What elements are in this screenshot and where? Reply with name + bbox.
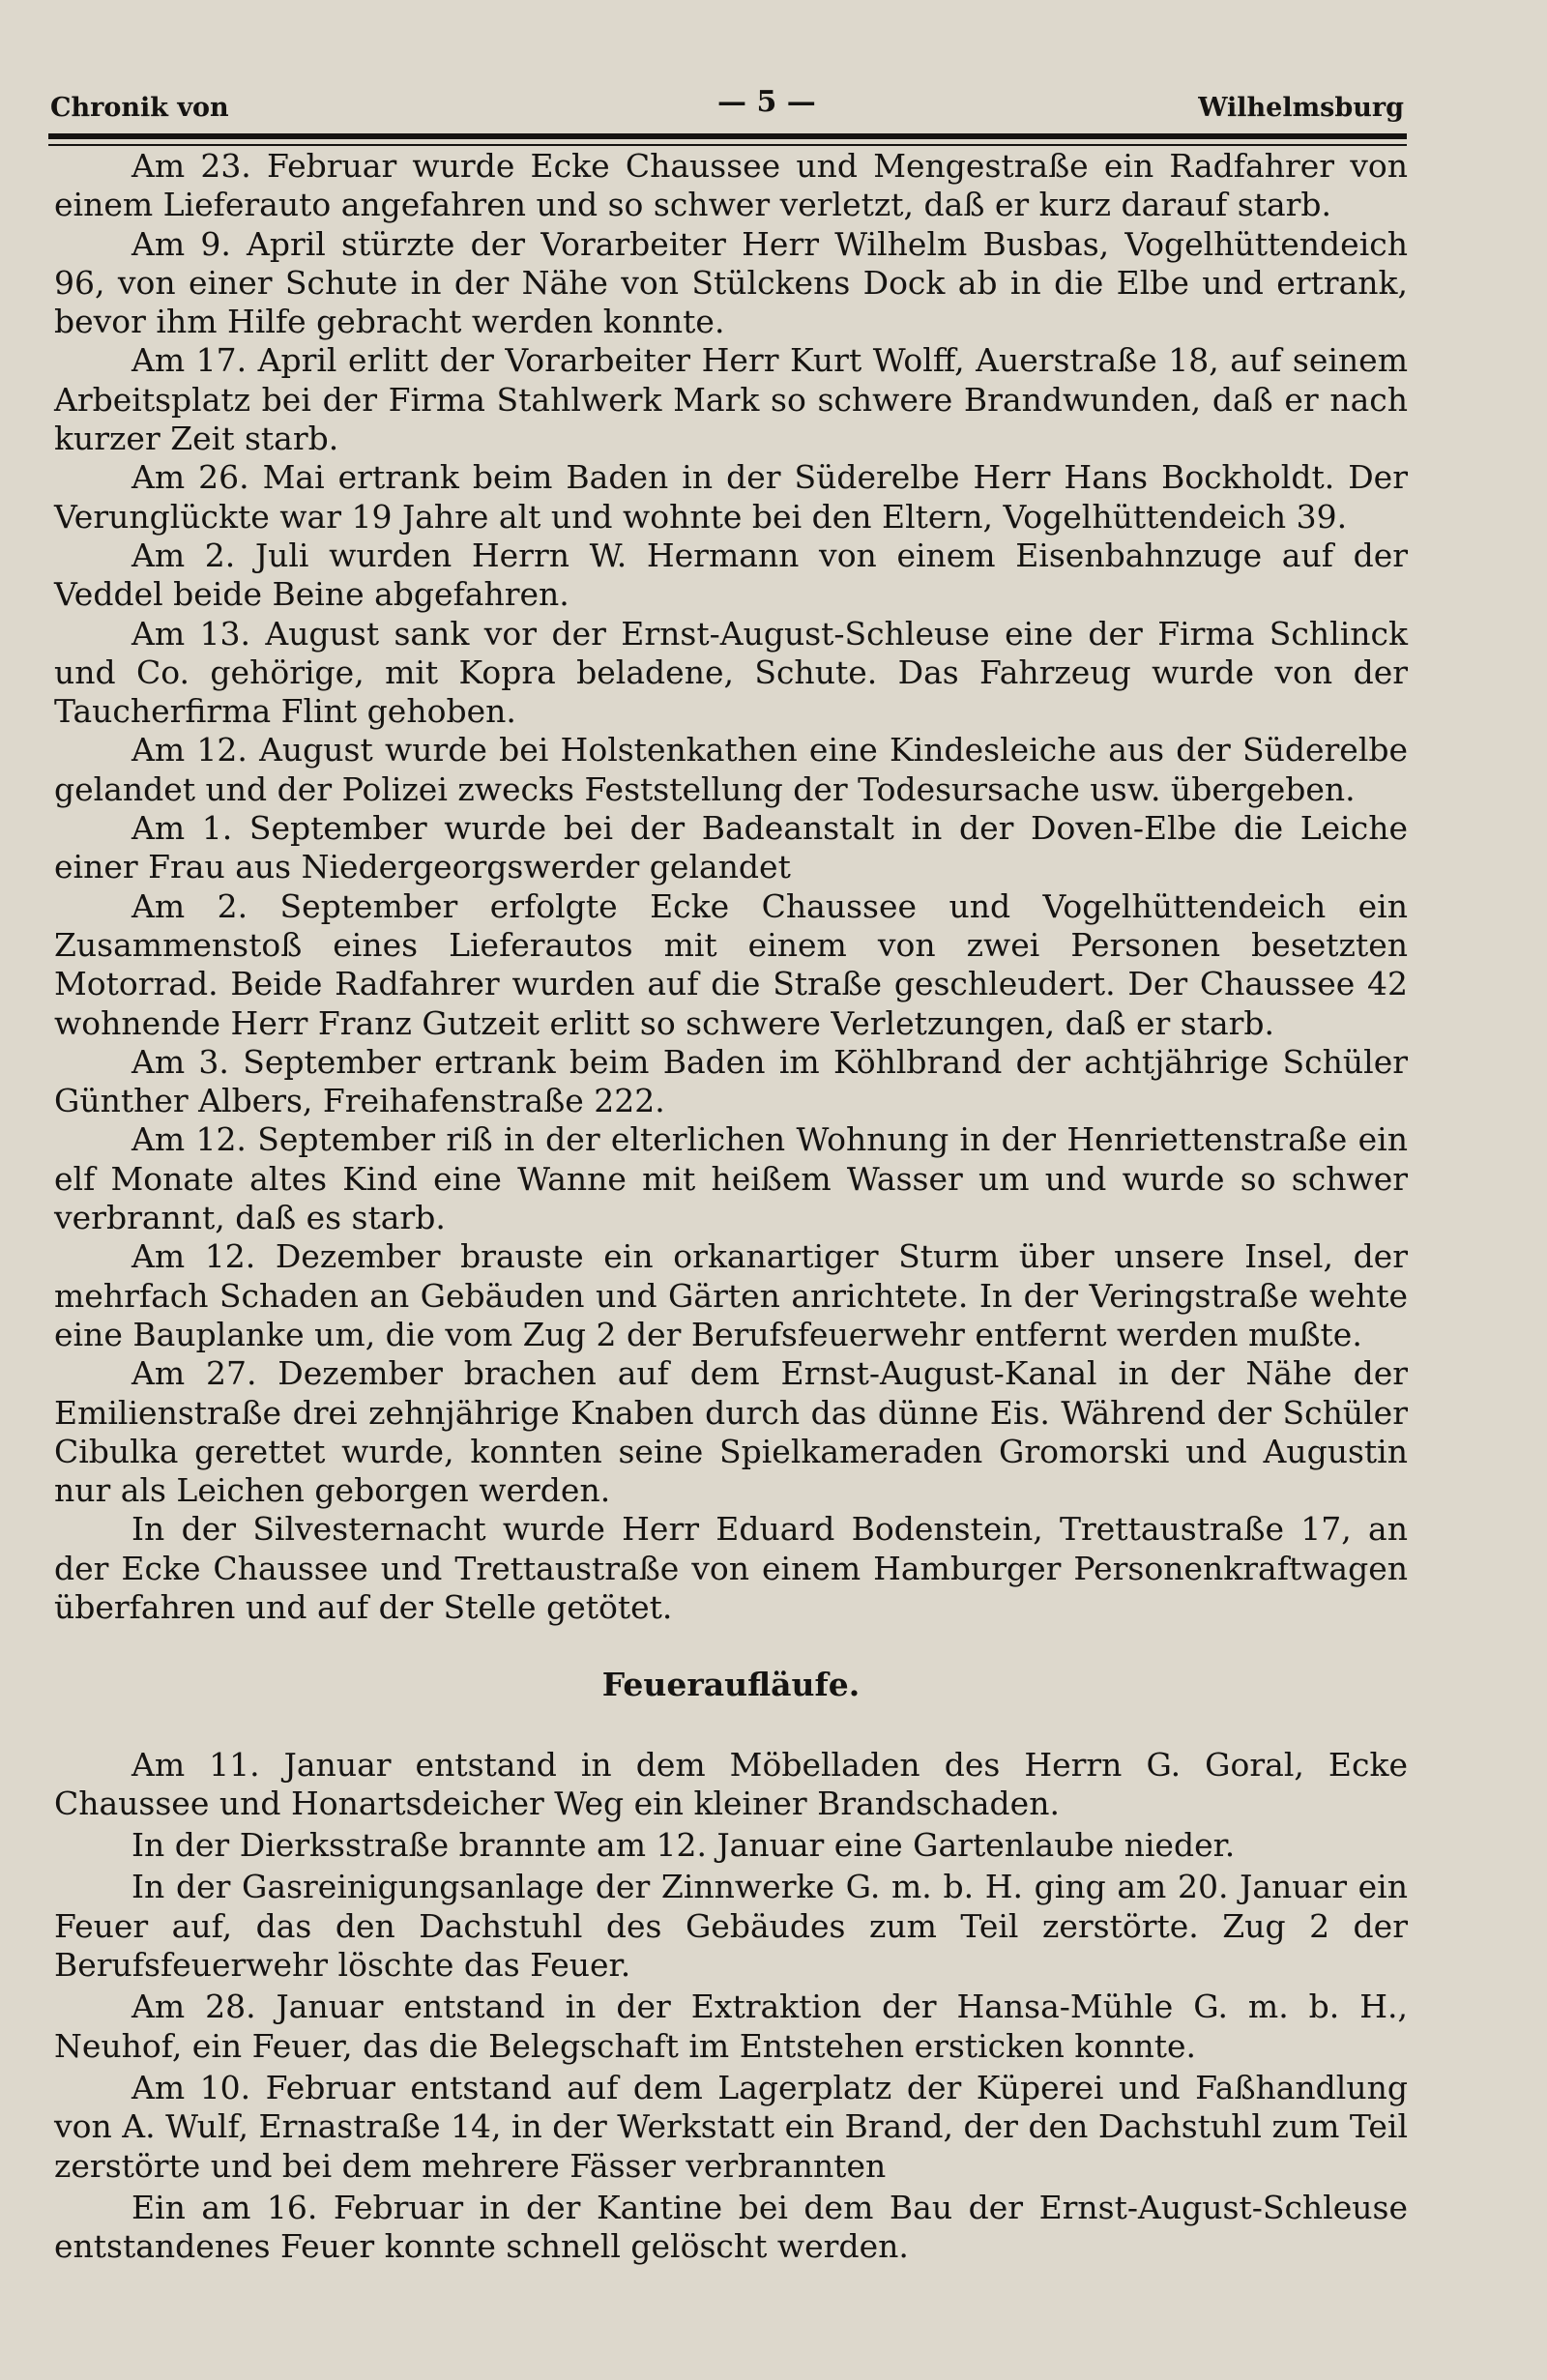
paragraph: In der Gasreinigungsanlage der Zinnwerke G. m. b. H. ging am 20. Januar ein Feuer auf, das den Dachstuhl des Gebäudes zum Teil zerstörte. Zug 2 der Berufsfeuerwehr löschte das Feuer. [54, 1868, 1408, 1985]
paragraph: Am 23. Februar wurde Ecke Chaussee und Mengestraße ein Radfahrer von einem Lieferauto angefahren und so schwer verletzt, daß er kurz darauf starb. [54, 147, 1408, 224]
paragraph: Am 1. September wurde bei der Badeanstalt in der Doven-Elbe die Leiche einer Frau aus Niedergeorgswerder gelandet [54, 809, 1408, 886]
paragraph: In der Dierksstraße brannte am 12. Januar eine Gartenlaube nieder. [131, 1826, 1236, 1865]
paragraph: Am 12. Dezember brauste ein orkanartiger Sturm über unsere Insel, der mehrfach Schaden an Gebäuden und Gärten anrichtete. In der Veringstraße wehte eine Bauplanke um, die vom Zug 2 der Berufsfeuerwehr entfernt werden mußte. [54, 1237, 1408, 1353]
paragraph: Am 28. Januar entstand in der Extraktion der Hansa-Mühle G. m. b. H., Neuhof, ein Feuer, das die Belegschaft im Entstehen ersticken konnte. [54, 1988, 1408, 2065]
paragraph: Am 9. April stürzte der Vorarbeiter Herr Wilhelm Busbas, Vogelhüttendeich 96, von einer Schute in der Nähe von Stülckens Dock ab in die Elbe und ertrank, bevor ihm Hilfe gebracht werden konnte. [54, 224, 1408, 341]
section-heading: Feueraufläufe. [601, 1666, 861, 1704]
header-title-left: Chronik von [50, 93, 229, 123]
header-rule-thin [48, 144, 1407, 146]
accident-reports [54, 147, 1408, 1627]
page-number: — 5 — [717, 85, 816, 119]
page-header [50, 85, 1404, 128]
paragraph: Am 27. Dezember brachen auf dem Ernst-August-Kanal in der Nähe der Emilienstraße drei zehnjährige Knaben durch das dünne Eis. Während der Schüler Cibulka gerettet wurde, konnten seine Spielkameraden Gromorski und Augustin nur als Leichen geborgen werden. [54, 1354, 1408, 1510]
paragraph: Am 13. August sank vor der Ernst-August-Schleuse eine der Firma Schlinck und Co. gehörige, mit Kopra beladene, Schute. Das Fahrzeug wurde von der Taucherfirma Flint gehoben. [54, 614, 1408, 731]
page-body [54, 147, 1408, 2269]
paragraph: Am 3. September ertrank beim Baden im Köhlbrand der achtjährige Schüler Günther Albers, Freihafenstraße 222. [54, 1042, 1408, 1120]
paragraph: Am 12. September riß in der elterlichen Wohnung in der Henriettenstraße ein elf Monate altes Kind eine Wanne mit heißem Wasser um und wurde so schwer verbrannt, daß es starb. [54, 1120, 1408, 1237]
paragraph: Am 26. Mai ertrank beim Baden in der Süderelbe Herr Hans Bockholdt. Der Verunglückte war 19 Jahre alt und wohnte bei den Eltern, Vogelhüttendeich 39. [54, 458, 1408, 536]
fire-reports [54, 1746, 1408, 2267]
header-title-right: Wilhelmsburg [1198, 93, 1404, 123]
paragraph: Am 10. Februar entstand auf dem Lagerplatz der Küperei und Faßhandlung von A. Wulf, Ernastraße 14, in der Werkstatt ein Brand, der den Dachstuhl zum Teil zerstörte und bei dem mehrere Fässer verbrannten [54, 2068, 1408, 2185]
paragraph: Am 2. September erfolgte Ecke Chaussee und Vogelhüttendeich ein Zusammenstoß eines Lieferautos mit einem von zwei Personen besetzten Motorrad. Beide Radfahrer wurden auf die Straße geschleudert. Der Chaussee 42 wohnende Herr Franz Gutzeit erlitt so schwere Verletzungen, daß er starb. [54, 886, 1408, 1042]
paragraph: Am 2. Juli wurden Herrn W. Hermann von einem Eisenbahnzuge auf der Veddel beide Beine abgefahren. [54, 536, 1408, 614]
paragraph: Ein am 16. Februar in der Kantine bei dem Bau der Ernst-August-Schleuse entstandenes Feuer konnte schnell gelöscht werden. [54, 2188, 1408, 2266]
paragraph: Am 12. August wurde bei Holstenkathen eine Kindesleiche aus der Süderelbe gelandet und der Polizei zwecks Feststellung der Todesursache usw. übergeben. [54, 731, 1408, 808]
paragraph: Am 11. Januar entstand in dem Möbelladen des Herrn G. Goral, Ecke Chaussee und Honartsdeicher Weg ein kleiner Brandschaden. [54, 1745, 1408, 1822]
paragraph: Am 17. April erlitt der Vorarbeiter Herr Kurt Wolff, Auerstraße 18, auf seinem Arbeitsplatz bei der Firma Stahlwerk Mark so schwere Brandwunden, daß er nach kurzer Zeit starb. [54, 341, 1408, 458]
header-rule-thick [48, 133, 1407, 139]
paragraph: In der Silvesternacht wurde Herr Eduard Bodenstein, Trettaustraße 17, an der Ecke Chaussee und Trettaustraße von einem Hamburger Personenkraftwagen überfahren und auf der Stelle getötet. [54, 1510, 1408, 1626]
